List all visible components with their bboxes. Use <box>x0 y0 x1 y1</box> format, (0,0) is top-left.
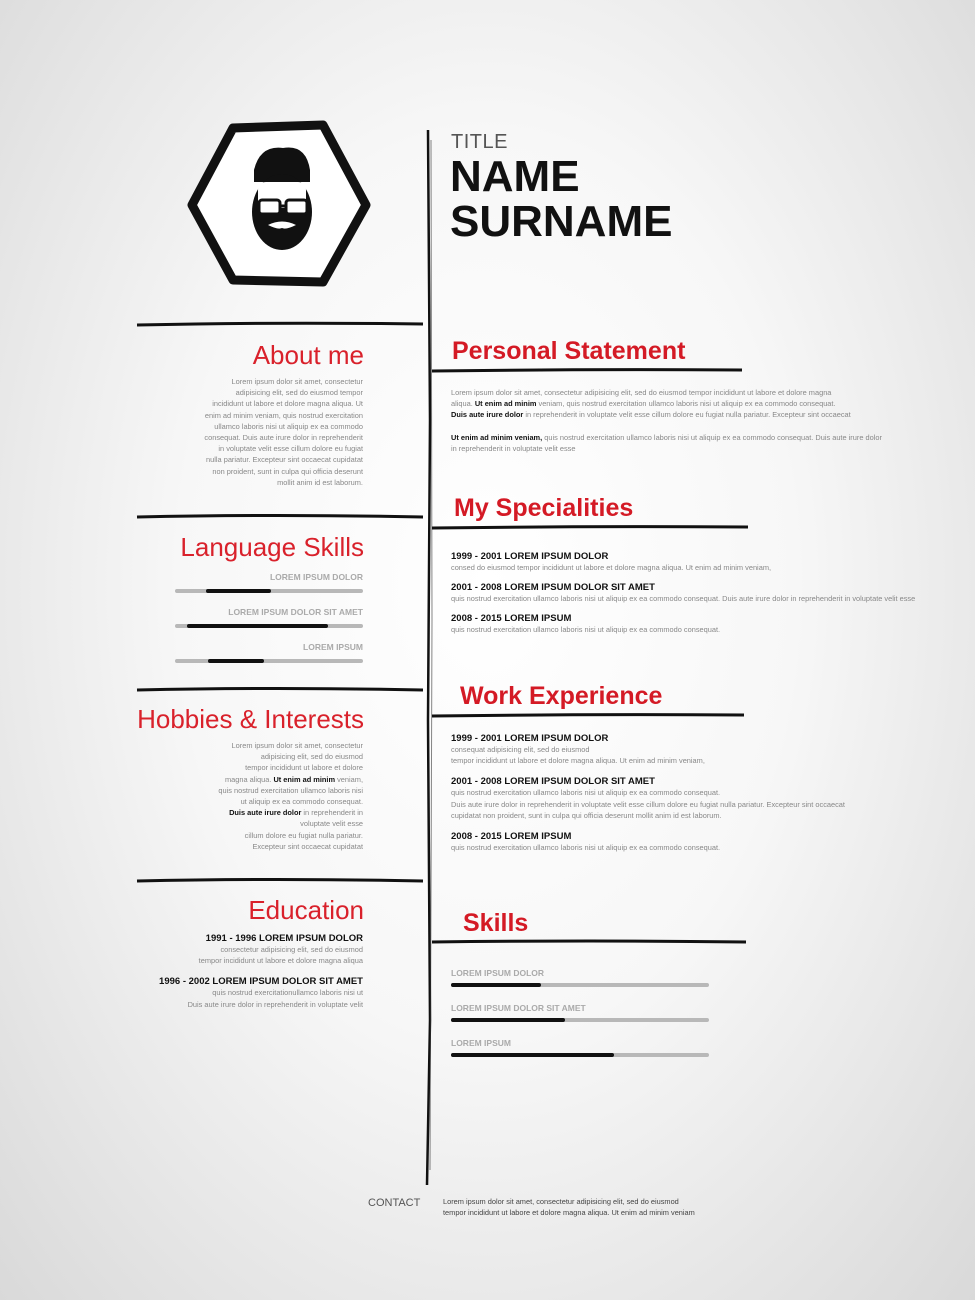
language-divider <box>135 512 425 522</box>
bold-text: Ut enim ad minim <box>273 774 336 784</box>
speciality-item-text: quis nostrud exercitation ullamco laboris nisi ut aliquip ex ea commodo consequat. <box>451 625 721 635</box>
education-item-title: 1991 - 1996 LOREM IPSUM DOLOR <box>205 933 363 944</box>
hobbies-line: Duis aute irure dolor in reprehenderit in <box>229 808 363 818</box>
speciality-item <box>451 551 921 573</box>
work-item <box>451 733 921 766</box>
work-underline <box>430 711 750 721</box>
language-skill-label: LOREM IPSUM DOLOR <box>269 572 363 582</box>
education-item-text: quis nostrud exercitationullamco laboris nisi ut <box>212 988 363 998</box>
education-item-text: Duis aute irure dolor in reprehenderit in voluptate velit <box>187 999 363 1009</box>
language-skill-bar-fill <box>206 589 272 593</box>
speciality-item-text: consed do eiusmod tempor incididunt ut labore et dolore magna aliqua. Ut enim ad minim veniam, <box>451 563 772 572</box>
hobbies-line: tempor incididunt ut labore et dolore <box>245 763 363 773</box>
skill-label: LOREM IPSUM <box>451 1038 511 1048</box>
hobbies-line: quis nostrud exercitation ullamco laboris nisi <box>218 785 363 795</box>
bearded-man-with-glasses-icon <box>252 147 312 250</box>
bold-text: Ut enim ad minim veniam, <box>451 433 543 442</box>
language-skill-label: LOREM IPSUM DOLOR SIT AMET <box>228 607 363 617</box>
language-skill-bar-fill <box>208 659 264 663</box>
skill-label: LOREM IPSUM DOLOR SIT AMET <box>451 1003 586 1013</box>
statement-text-2 <box>451 432 921 454</box>
skill-label: LOREM IPSUM DOLOR <box>451 968 545 978</box>
statement-line: Ut enim ad minim veniam, quis nostrud exercitation ullamco laboris nisi ut aliquip ex ea commodo consequat. Duis aute irure dolor <box>451 433 882 442</box>
language-skill-label: LOREM IPSUM <box>303 642 363 652</box>
skill-bar-track <box>451 1053 709 1057</box>
speciality-item <box>451 582 921 604</box>
hobbies-divider <box>135 685 425 695</box>
hobbies-line: adipisicing elit, sed do eiusmod <box>260 752 363 762</box>
speciality-item-title: 1999 - 2001 LOREM IPSUM DOLOR <box>451 551 609 562</box>
language-skill-bar-track <box>175 624 363 628</box>
work-item-text: quis nostrud exercitation ullamco laboris nisi ut aliquip ex ea commodo consequat. <box>451 843 721 853</box>
work-item <box>451 831 921 853</box>
speciality-item <box>451 613 921 635</box>
contact-text: Lorem ipsum dolor sit amet, consectetur adipisicing elit, sed do eiusmod tempor incididunt ut labore et dolore magna aliqua. Ut enim ad minim veniam <box>443 1197 695 1218</box>
page-title-surname: SURNAME <box>450 197 673 246</box>
avatar <box>188 120 368 295</box>
about-heading: About me <box>252 340 364 370</box>
statement-line: aliqua. Ut enim ad minim veniam, quis nostrud exercitation ullamco laboris nisi ut aliquip ex ea commodo consequat. <box>451 399 836 409</box>
skill-bar-fill <box>451 1053 614 1057</box>
education-item-text: tempor incididunt ut labore et dolore magna aliqua <box>198 956 363 966</box>
hobbies-heading: Hobbies & Interests <box>137 704 364 734</box>
bold-text: Ut enim ad minim <box>474 399 537 409</box>
page-title-name: NAME <box>450 152 580 201</box>
work-item <box>451 776 921 821</box>
statement-line: Lorem ipsum dolor sit amet, consectetur adipisicing elit, sed do eiusmod tempor incididunt ut labore et dolore magna <box>451 388 832 397</box>
work-item-text: cupidatat non proident, sunt in culpa qui officia deserunt mollit anim id est laborum. <box>451 810 722 820</box>
education-heading: Education <box>248 895 364 925</box>
skill-bar-track <box>451 983 709 987</box>
skill-bar-fill <box>451 983 541 987</box>
hobbies-text <box>123 740 363 852</box>
statement-line: in reprehenderit in voluptate velit esse <box>451 444 576 454</box>
education-item-text: consectetur adipisicing elit, sed do eiusmod <box>220 945 363 954</box>
work-item-title: 1999 - 2001 LOREM IPSUM DOLOR <box>451 733 609 744</box>
statement-heading: Personal Statement <box>452 337 686 365</box>
language-skill-bar-track <box>175 659 363 663</box>
bold-text: Duis aute irure dolor <box>229 808 302 818</box>
language-heading: Language Skills <box>180 532 364 562</box>
statement-underline <box>430 366 750 376</box>
hobbies-line: voluptate velit esse <box>300 819 363 829</box>
language-skill-bar-fill <box>187 624 328 628</box>
skill-bar-fill <box>451 1018 565 1022</box>
page-subtitle: TITLE <box>451 131 508 153</box>
language-skill-bar-track <box>175 589 363 593</box>
skill-bar-track <box>451 1018 709 1022</box>
work-item-text: consequat adipisicing elit, sed do eiusmod <box>451 745 590 754</box>
work-item-title: 2008 - 2015 LOREM IPSUM <box>451 831 572 843</box>
hobbies-line: Excepteur sint occaecat cupidatat <box>252 841 363 851</box>
work-item-title: 2001 - 2008 LOREM IPSUM DOLOR SIT AMET <box>451 776 655 788</box>
center-divider-line <box>410 120 440 1190</box>
hobbies-line: magna aliqua. Ut enim ad minim veniam, <box>224 774 363 784</box>
specialities-list <box>451 551 921 645</box>
speciality-item-title: 2001 - 2008 LOREM IPSUM DOLOR SIT AMET <box>451 582 655 594</box>
about-text: Lorem ipsum dolor sit amet, consectetur adipisicing elit, sed do eiusmod tempor incididunt ut labore et dolore magna aliqua. Ut enim ad minim veniam, quis nostrud exercitation ullamco laboris nisi ut aliquip ex ea commodo consequat. Duis aute irure dolor in reprehenderit in voluptate velit esse cillum dolore eu fugiat nulla pariatur. Excepteur sint occaecat cupidatat non proident, sunt in culpa qui officia deserunt mollit anim id est laborum. <box>204 377 363 487</box>
education-divider <box>135 876 425 886</box>
education-item-title: 1996 - 2002 LOREM IPSUM DOLOR SIT AMET <box>159 976 363 988</box>
skills-underline <box>430 937 750 947</box>
education-item <box>103 933 363 966</box>
specialities-underline <box>430 523 750 533</box>
work-list <box>451 733 921 863</box>
speciality-item-title: 2008 - 2015 LOREM IPSUM <box>451 613 572 625</box>
skills-heading: Skills <box>463 909 529 937</box>
work-item-text: tempor incididunt ut labore et dolore magna aliqua. Ut enim ad minim veniam, <box>451 756 705 766</box>
education-list <box>103 933 363 1020</box>
hobbies-line: cillum dolore eu fugiat nulla pariatur. <box>244 830 363 840</box>
education-item <box>103 976 363 1009</box>
about-divider <box>135 320 425 330</box>
speciality-item-text: quis nostrud exercitation ullamco laboris nisi ut aliquip ex ea commodo consequat. Duis aute irure dolor in reprehenderit in voluptate velit esse <box>451 594 916 604</box>
statement-line: Duis aute irure dolor in reprehenderit in voluptate velit esse cillum dolore eu fugiat nulla pariatur. Excepteur sint occaecat <box>451 410 851 420</box>
contact-label: CONTACT <box>368 1197 421 1209</box>
work-item-text: quis nostrud exercitation ullamco laboris nisi ut aliquip ex ea commodo consequat. <box>451 788 721 798</box>
work-heading: Work Experience <box>460 682 663 710</box>
specialities-heading: My Specialities <box>454 494 634 522</box>
bold-text: Duis aute irure dolor <box>451 410 524 420</box>
hobbies-line: Lorem ipsum dolor sit amet, consectetur <box>231 741 363 750</box>
hobbies-line: ut aliquip ex ea commodo consequat. <box>240 797 363 807</box>
work-item-text: Duis aute irure dolor in reprehenderit in voluptate velit esse cillum dolore eu fugiat nulla pariatur. Excepteur sint occaecat <box>451 799 845 809</box>
statement-text <box>451 387 921 421</box>
